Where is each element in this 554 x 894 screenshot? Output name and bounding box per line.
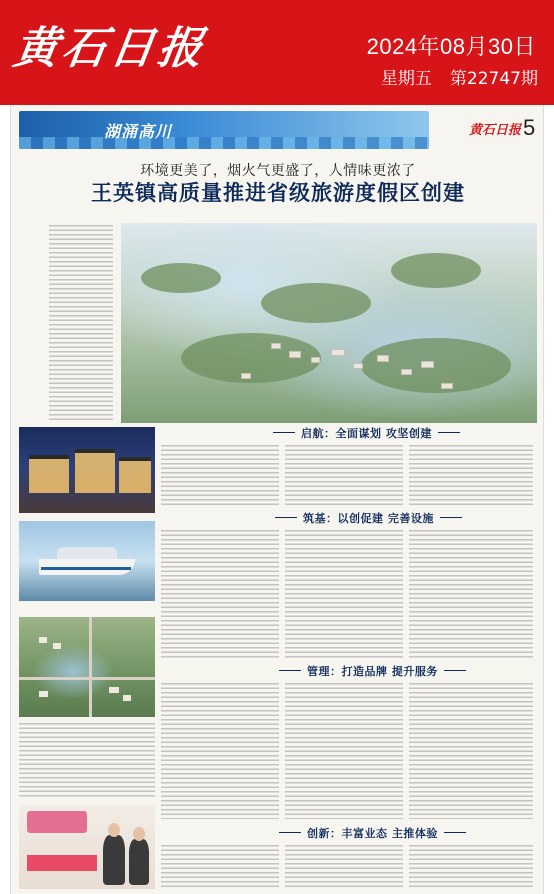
body-text-2b [285,530,403,658]
page-header-logo: 黄石日报 [469,123,522,138]
aerial-lake-photo [121,223,537,423]
body-text-4c [409,845,533,889]
banner-wave-decoration [19,137,429,149]
newspaper-page [10,105,544,894]
subhead-foundation: 筑基：以创促建 完善设施 [303,512,434,525]
left-column-text [19,723,155,799]
section-banner [19,111,429,149]
ferry-boat-photo [19,521,155,601]
body-text-4b [285,845,403,889]
studio-interview-photo [19,805,155,889]
body-text-1b [285,445,403,505]
weekday-label: 星期五 [380,69,432,89]
page-number: 5 [523,115,536,140]
issue-info [363,64,538,89]
subhead-launch: 启航：全面谋划 攻坚创建 [301,427,432,440]
body-text-3b [285,683,403,819]
intro-text-col-1 [49,225,113,421]
issue-number: 第22747期 [449,69,538,89]
issue-date: 2024年08月30日 [366,34,536,59]
subhead-management: 管理：打造品牌 提升服务 [307,665,438,678]
night-town-photo [19,427,155,513]
body-text-1a [161,445,279,505]
body-text-1c [409,445,533,505]
body-text-2a [161,530,279,658]
body-text-4a [161,845,279,889]
section-title: 湖涌高川 [104,122,173,141]
village-aerial-photo [19,617,155,717]
newspaper-logo: 黄石日报 [10,23,210,74]
masthead-bar [0,0,554,105]
subhead-innovation: 创新：丰富业态 主推体验 [307,827,438,840]
body-text-2c [409,530,533,658]
article-headline: 王英镇高质量推进省级旅游度假区创建 [91,181,465,205]
body-text-3a [161,683,279,819]
body-text-3c [409,683,533,819]
article-kicker: 环境更美了，烟火气更盛了，人情味更浓了 [140,163,416,179]
